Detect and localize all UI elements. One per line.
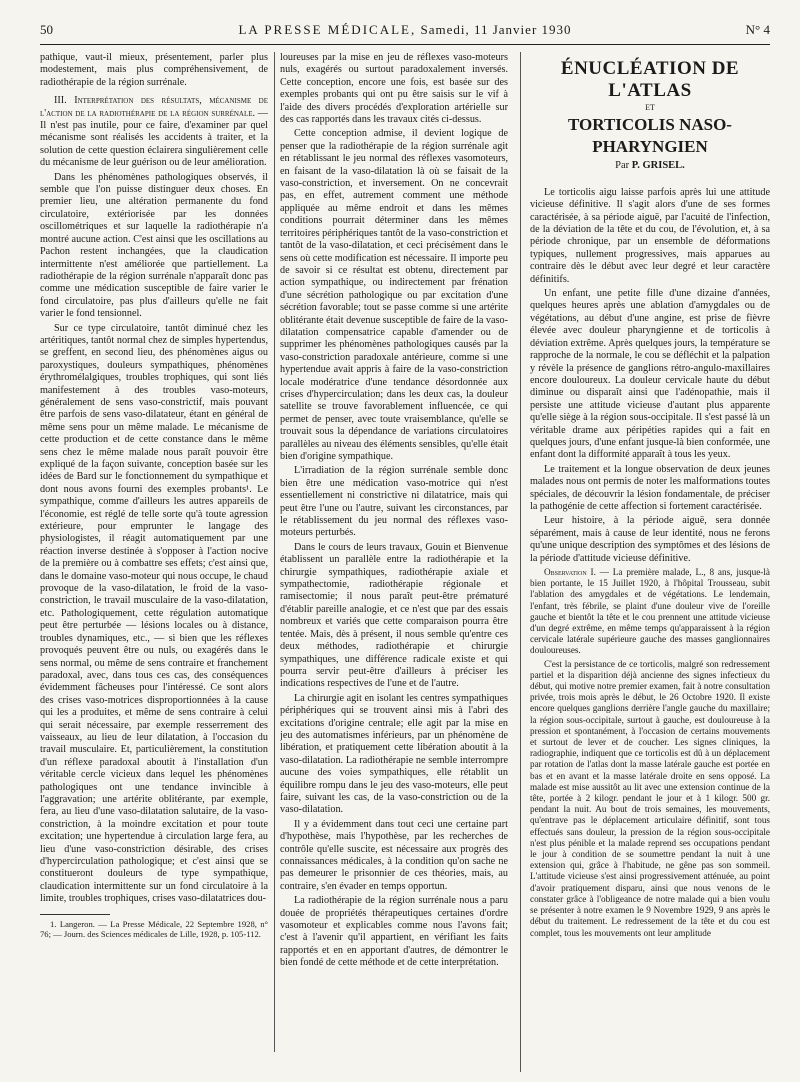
observation-label: Observation I. [544, 567, 596, 577]
paragraph: Dans le cours de leurs travaux, Gouin et Bienvenue établissent un parallèle entre la radiothérapie et la chirurgie sympathiques, radiothérapie axiale et sympathectomie, radiothérapie régionale et ramisectomie; il nous paraît peut-être prématuré d'établir pareille analogie, et ce n'est que par des essais nombreux et variés que cette comparaison pourra être tentée. Mais, dès à présent, il nous semble qu'entre ces deux méthodes, radiothérapie et chirurgie sympathiques, une différence radicale existe et qui pourra servir peut-être d'ailleurs à préciser les indications respectives de l'une et de l'autre. [280, 541, 508, 690]
paragraph: loureuses par la mise en jeu de réflexes vaso-moteurs nuls, exagérés ou surtout paradoxalement inversés. Cette conception, encore une fois, est basée sur des exemples probants qui ont pu être saisis sur le vif à l'aide des divers procédés d'exploration artérielle sur des cas rapportés dans les travaux cités ci-dessus. [280, 52, 508, 126]
column-rule-left [274, 52, 275, 1052]
page-number: 50 [40, 22, 53, 37]
footnote-rule [40, 914, 110, 915]
paragraph: La chirurgie agit en isolant les centres sympathiques périphériques qui se trouvent ainsi mis à l'abri des excitations d'origine centrale; elle agit par la mise en jeu des automatismes inférieurs, par un phénomène de libération, et pratiquement cette libération aboutit à la vaso-dilatation. La radiothérapie ne semble interrompre aucune des voies sympathiques, elle rétablit un équilibre rompu dans le jeu des vaso-moteurs, elle peut faire, suivant les cas, de la vaso-constriction ou de la vaso-dilatation. [280, 692, 508, 816]
section-intro: — Il n'est pas inutile, pour ce faire, d'examiner par quel mécanisme sont réalisés les accidents à traiter, et la solution de cette question éclairera singulièrement celle du mécanisme de leur guérison ou de leur amélioration. [40, 107, 268, 169]
paragraph: L'irradiation de la région surrénale semble donc bien être une médication vaso-motrice qui n'est essentiellement ni constrictive ni dilatatrice, mais qui peut être l'une ou l'autre, suivant les circonstances, par le rétablissement du jeu normal des réflexes vaso-moteurs perturbés. [280, 465, 508, 539]
section-roman: III. [54, 95, 67, 107]
column-1 [40, 52, 268, 1052]
running-title [40, 22, 770, 38]
paragraph: pathique, vaut-il mieux, présentement, parler plus modestement, mais plus compréhensivement, de radiothérapie de la région surrénale. [40, 52, 268, 88]
footnote: 1. Langeron. — La Presse Médicale, 22 Septembre 1928, n° 76; — Journ. des Sciences médicales de Lille, 1928, p. 105-112. [40, 918, 268, 939]
observation-paragraph: C'est la persistance de ce torticolis, malgré son redressement partiel et la disparition déjà ancienne des signes infectieux du début, qui motive notre premier examen, fait à notre consultation privée, trois mois après le début, le 26 Octobre 1920. Il existe encore quelques ganglions derrière l'angle gauche du maxillaire; la région sous-occipitale, surtout à gauche, est douloureuse à la pression et spontanément, à l'occasion de certains mouvements et surtout de lever et de coucher. Les signes cliniques, la radiographie, indiquent que ce torticolis est dû à un déplacement par rotation de l'atlas dont la masse latérale gauche est portée en bas et en avant et la masse latérale droite en sens opposé. La malade est mise aussitôt au lit avec une extension continue de la tête, portée à 2 kilogr. pendant le jour et à 1 kilogr. 500 gr. pendant la nuit. Au bout de trois semaines, les mouvements, qu'entrave pas le déplacement articulaire définitif, sont tous effectués sans douleur, la pression de la région sous-occipitale n'est plus pénible et la malade reprend ses occupations pendant le jour à condition de se soumettre pendant la nuit à une extension qui, grâce à l'habitude, ne gêne pas son sommeil. L'attitude vicieuse s'est ainsi progressivement atténuée, au point d'avoir pratiquement disparu, ainsi que nous venons de le constater grâce à l'obligeance de notre malade qui a bien voulu se présenter à notre examen le 9 Novembre 1929, 9 ans après le début du traitement. Le redressement de la tête et du cou est complet, tous les mouvements ont leur amplitude [530, 658, 770, 938]
section-title: Interprétation des résultats, mécanisme de l'action de la radiothérapie de la région surrénale. [40, 95, 268, 119]
running-header [40, 22, 770, 42]
author-name: P. GRISEL. [631, 160, 685, 172]
paragraph: Cette conception admise, il devient logique de penser que la radiothérapie de la région surrénale agit en rétablissant le jeu normal des réflexes vasomoteurs, en faisant de la vaso-dilatation là où se faisait de la vaso-constriction, et inversement. On ne concevrait pas, en effet, autrement comment une méthode appliquée au même endroit et dans les mêmes conditions pourrait déterminer dans les mêmes territoires périphériques tantôt de la vaso-constriction et tantôt de la vaso-dilatation, et ceci précisément dans le sens où cette modification est nécessaire. Il importe peu de savoir si ce résultat est obtenu, directement par action sympathique, ou indirectement par frénation d'une sécrétion pathologique ou par excitation d'une sécrétion favorable; tout se passe comme si une artérite oblitérante était devenue susceptible de faire de la vaso-dilatation compensatrice capable d'amender ou de supprimer les phénomènes pathologiques causés par la vaso-constriction paradoxale antérieure, comme si une hypertendue avait appris à faire de la vaso-constriction locale modératrice d'une tendance désordonnée aux crises d'hypercirculation; dans les deux cas, la douleur satellite se trouve favorablement influencée, ce qui permet de penser, avec toute vraisemblance, qu'elle se trouvait sous la dépendance de variations circulatoires parallèles au niveau des éléments sensibles, qu'elle était bien d'origine sympathique. [280, 128, 508, 462]
paragraph: Il y a évidemment dans tout ceci une certaine part d'hypothèse, mais l'hypothèse, par les recherches de contrôle qu'elle suscite, est nécessaire aux progrès des connaissances médicales, à la condition qu'on sache ne pas demeurer le prisonnier de ces théories, mais, au contraire, s'en évader en temps opportun. [280, 818, 508, 892]
issue-date: Samedi, 11 Janvier 1930 [420, 22, 572, 37]
article-subtitle: TORTICOLIS NASO-PHARYNGIEN [568, 115, 732, 157]
byline [530, 160, 770, 172]
byline-prefix: Par [615, 160, 632, 172]
column-rule-right [520, 52, 521, 1072]
section-heading [40, 95, 268, 169]
observation-text: — La première malade, L., 8 ans, jusque-là bien portante, le 15 Juillet 1920, à l'hôpital Trousseau, subit l'ablation des amygdales et de végétations. Le lendemain, l'enfant, très fébrile, se plaint d'une douleur vive de l'oreille gauche et bientôt la tête et le cou prennent une attitude vicieuse d'un degré extrême, en même temps qu'apparaissent à la région cervicale latérale supérieure gauche des masses ganglionnaires douloureuses. [530, 567, 770, 656]
paragraph: Sur ce type circulatoire, tantôt diminué chez les artéritiques, tantôt normal chez de simples hypertendus, se greffent, en second lieu, des phénomènes aigus ou paroxystiques, douleurs sympathiques, phénomènes érythromélalgiques, troubles trophiques, qui sont liés manifestement à des troubles vaso-moteurs, généralement de sens vaso-constrictif, mais pouvant être parfois de sens vaso-dilatateur, étant en général de même sens pour un même malade. Le mécanisme de cette production et de cette constance dans le même sens chez le même malade nous paraît pouvoir être expliqué de la façon suivante, conception basée sur les idées de Bard sur le fonctionnement du sympathique et dont nous avons fourni des exemples probants¹. Le sympathique, comme d'ailleurs les autres appareils de l'économie, est réglé de telle sorte qu'à toute agression extérieure, pour emprunter le langage des physiologistes, il réagit automatiquement par une réaction inverse destinée à s'opposer à l'action nocive de la première ou à combattre ses effets; c'est ainsi que, dans le domaine vaso-moteur qui nous occupe, le chaud provoque de la vaso-dilatation, le froid de la vaso-constriction, le travail musculaire de la vaso-dilatation, etc. Pathologiquement, cette régulation automatique peut être perturbée — lésions locales ou à distance, troubles dynamiques, etc., — si bien que les réflexes provoqués peuvent être ou nuls, ou exagérés dans le sens normal, ou même de sens contraire et franchement paradoxal, avec, dans tous ces cas, des conséquences évidemment fâcheuses pour l'intéressé. Ce sont alors des crises vaso-motrices disproportionnées à la cause qui les a produites, et même de sens contraire à celui qui serait nécessaire, par exemple resserrement des vaisseaux, au lieu de leur dilatation, à l'occasion du travail musculaire. Et, particulièrement, la constitution d'un réflexe paradoxal aboutit à l'installation d'un véritable cercle vicieux dans lequel les phénomènes pathologiques ont une tendance invincible à l'aggravation; une artérite oblitérante, par exemple, fera, au lieu d'une vaso-dilatation salutaire, de la vaso-constriction, à la moindre excitation et pour toute excitation; une hypertendue à circulation large fera, au lieu d'une vaso-constriction désirable, des crises d'hypercirculation pathologique; et c'est ainsi que se constitueront douleurs de type sympathique, claudication intermittente sur un fond circulatoire à la limite, troubles trophiques, crises vaso-dilatatrices dou- [40, 322, 268, 905]
column-3 [530, 52, 770, 1072]
journal-name: LA PRESSE MÉDICALE, [238, 22, 417, 37]
issue-number: N° 4 [745, 22, 770, 37]
observation-paragraph [530, 567, 770, 657]
paragraph: Le traitement et la longue observation de deux jeunes malades nous ont permis de noter les malformations toutes spéciales, de découvrir la lésion fondamentale, de préciser la pathogénie de cette affection si fortement caractérisée. [530, 463, 770, 512]
article-title: ÉNUCLÉATION DE L'ATLAS [560, 58, 740, 101]
article-title-conjunction: ET [645, 103, 655, 112]
header-rule [40, 44, 770, 45]
paragraph: Dans les phénomènes pathologiques observés, il semble que l'on puisse distinguer deux choses. En premier lieu, une altération permanente du fond circulatoire, extériorisée par les données oscillométriques et sur laquelle la radiothérapie n'a montré aucune action. C'est ainsi que les oscillations au Pachon restent inchangées, que la claudication intermittente n'est améliorée que partiellement. La radiothérapie de la région surrénale n'apparaît donc pas comme une médication susceptible de faire varier le fond circulatoire, pas plus d'ailleurs qu'elle ne fait varier le fond tensionnel. [40, 171, 268, 320]
column-2 [280, 52, 508, 1052]
paragraph: Un enfant, une petite fille d'une dizaine d'années, quelques heures après une ablation d'amygdales ou de végétations, au début d'une angine, est prise de fièvre élevée avec douleur pharyngienne et de torticolis à déviation extrême. Après quelques jours, la température se rapproche de la normale, le cou se défléchit et la palpation y révèle la présence de ganglions rétro-angulo-maxillaires encore douloureux. La douleur cervicale haute du début diminue ou disparaît ainsi que l'adénopathie, mais il persiste une attitude vicieuse d'autant plus apparente qu'elle siège à la région sous-occipitale. Il s'est passé là un véritable drame aux péripéties rapides qui a fait en quelques jours, d'une enfant jusque-là bien conformée, une enfant dont la difformité apparaît à tous les yeux. [530, 288, 770, 461]
paragraph: Le torticolis aigu laisse parfois après lui une attitude vicieuse définitive. Il s'agit alors d'une de ses formes caractérisée, à sa période aiguë, par l'acuité de l'infection, de la déviation de la tête et du cou, de l'évolution, et, à sa période chronique, par un ensemble de déformations typiques, nullement progressives, mais apparues au contraire dès le début avec leur degré et leur caractère définitifs. [530, 186, 770, 285]
paragraph: La radiothérapie de la région surrénale nous a paru douée de propriétés thérapeutiques certaines d'ordre vasomoteur et explicables comme nous l'avons fait; c'est à l'avenir qu'il appartient, en vérifiant les faits rapportés et en en apportant d'autres, de démontrer le bien fondé de cette méthode et de cette interprétation. [280, 895, 508, 969]
paragraph: Leur histoire, à la période aiguë, sera donnée séparément, mais à cause de leur identité, nous ne ferons qu'une unique description des symptômes et des lésions de la période d'attitude vicieuse définitive. [530, 515, 770, 564]
